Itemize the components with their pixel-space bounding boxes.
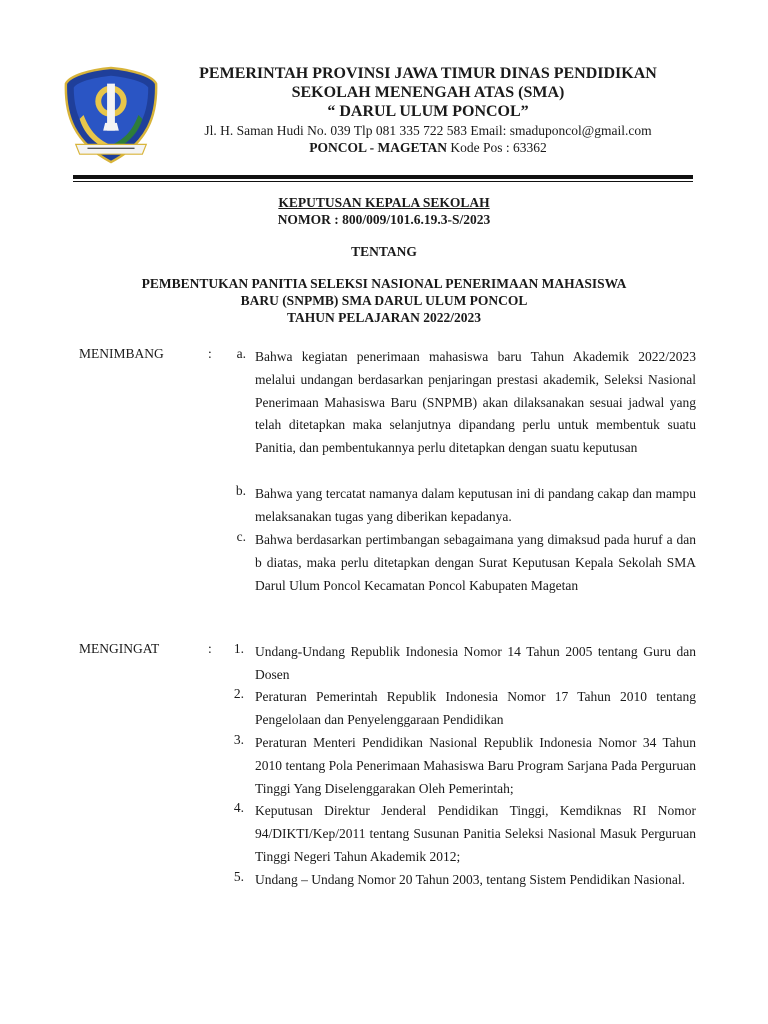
letterhead-city: PONCOL - MAGETAN bbox=[309, 140, 447, 155]
decree-heading: KEPUTUSAN KEPALA SEKOLAH bbox=[278, 195, 490, 210]
letterhead-rule-thick bbox=[73, 175, 693, 179]
letterhead-city-line bbox=[160, 139, 696, 156]
section-colon: : bbox=[208, 346, 212, 361]
list-item-text: Bahwa yang tercatat namanya dalam keputusan ini di pandang cakap dan mampu melaksanakan tugas yang diberikan kepadanya. bbox=[255, 486, 696, 524]
letterhead-school-name: “ DARUL ULUM PONCOL” bbox=[327, 103, 529, 120]
list-marker: 4. bbox=[233, 800, 244, 815]
decree-number: NOMOR : 800/009/101.6.19.3-S/2023 bbox=[277, 212, 491, 227]
letterhead-agency: PEMERINTAH PROVINSI JAWA TIMUR DINAS PENDIDIKAN bbox=[199, 65, 657, 82]
decree-subject-line-1: PEMBENTUKAN PANITIA SELEKSI NASIONAL PENERIMAAN MAHASISWA bbox=[141, 276, 627, 291]
list-item-text: Peraturan Menteri Pendidikan Nasional Republik Indonesia Nomor 34 Tahun 2010 tentang Pola Penerimaan Mahasiswa Baru Program Sarjana Pada Perguruan Tinggi Yang Diselenggarakan Oleh Pemerintah; bbox=[255, 735, 696, 796]
list-marker: 3. bbox=[233, 732, 244, 747]
list-marker: 2. bbox=[233, 686, 244, 701]
decree-subject-line-2: BARU (SNPMB) SMA DARUL ULUM PONCOL bbox=[240, 293, 528, 308]
list-item-text: Bahwa berdasarkan pertimbangan sebagaimana yang dimaksud pada huruf a dan b diatas, maka perlu ditetapkan dengan Surat Keputusan Kepala Sekolah SMA Darul Ulum Poncol Kecamatan Poncol Kabupaten Magetan bbox=[255, 532, 696, 593]
section-colon: : bbox=[208, 641, 212, 656]
list-marker: a. bbox=[236, 346, 246, 361]
letterhead-rule-thin bbox=[73, 181, 693, 182]
list-item-text: Keputusan Direktur Jenderal Pendidikan Tinggi, Kemdiknas RI Nomor 94/DIKTI/Kep/2011 tentang Susunan Panitia Seleksi Nasional Masuk Perguruan Tinggi Negeri Tahun Akademik 2012; bbox=[255, 803, 696, 864]
letterhead-school-type: SEKOLAH MENENGAH ATAS (SMA) bbox=[291, 84, 565, 101]
list-item-text: Peraturan Pemerintah Republik Indonesia Nomor 17 Tahun 2010 tentang Pengelolaan dan Penyelenggaraan Pendidikan bbox=[255, 689, 696, 727]
list-marker: c. bbox=[236, 529, 246, 544]
list-marker: b. bbox=[235, 483, 246, 498]
section-label: MENIMBANG bbox=[79, 346, 164, 361]
east-java-crest-icon bbox=[62, 66, 160, 164]
letterhead-address: Jl. H. Saman Hudi No. 039 Tlp 081 335 722 583 Email: smaduponcol@gmail.com bbox=[204, 123, 652, 138]
decree-subject-line-3: TAHUN PELAJARAN 2022/2023 bbox=[286, 310, 481, 325]
letterhead-postal: Kode Pos : 63362 bbox=[450, 140, 547, 155]
list-marker: 5. bbox=[233, 869, 244, 884]
decree-tentang: TENTANG bbox=[351, 244, 417, 259]
list-item-text: Undang-Undang Republik Indonesia Nomor 14 Tahun 2005 tentang Guru dan Dosen bbox=[255, 644, 696, 682]
list-item-text: Bahwa kegiatan penerimaan mahasiswa baru Tahun Akademik 2022/2023 melalui undangan berdasarkan penjaringan prestasi akademik, Seleksi Nasional Penerimaan Mahasiswa Baru (SNPMB) akan dilaksanakan sesuai jadwal yang telah ditetapkan maka selanjutnya dipandang perlu untuk membentuk suatu Panitia, dan pembentukannya perlu ditetapkan dengan suatu keputusan bbox=[255, 349, 696, 456]
letterhead bbox=[160, 64, 696, 156]
list-item-text: Undang – Undang Nomor 20 Tahun 2003, tentang Sistem Pendidikan Nasional. bbox=[255, 872, 686, 887]
section-label: MENGINGAT bbox=[79, 641, 160, 656]
list-marker: 1. bbox=[233, 641, 244, 656]
